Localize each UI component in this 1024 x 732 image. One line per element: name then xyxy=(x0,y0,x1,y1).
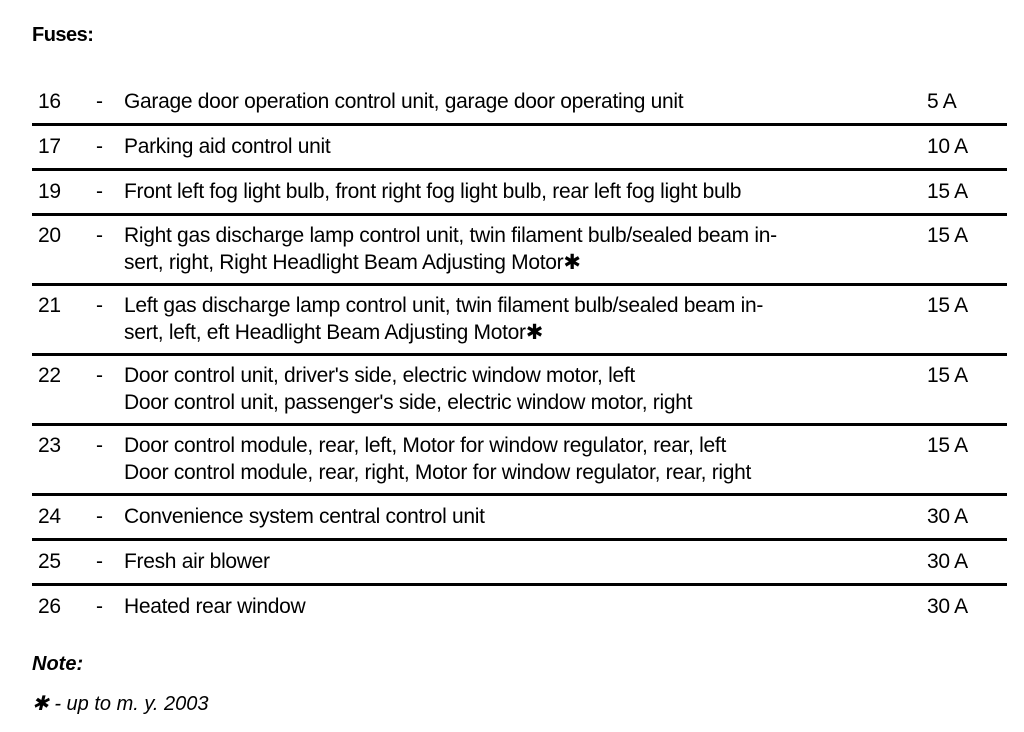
fuse-description: Convenience system central control unit xyxy=(124,505,485,528)
fuse-row xyxy=(32,356,1007,426)
fuse-amperage: 15 A xyxy=(927,434,968,457)
separator: - xyxy=(96,180,103,203)
fuse-amperage: 30 A xyxy=(927,595,968,618)
fuse-description: Fresh air blower xyxy=(124,550,270,573)
separator: - xyxy=(96,90,103,113)
fuse-number: 26 xyxy=(38,595,61,618)
fuse-row xyxy=(32,171,1007,216)
separator: - xyxy=(96,294,103,317)
separator: - xyxy=(96,550,103,573)
fuse-amperage: 5 A xyxy=(927,90,957,113)
fuse-description: Heated rear window xyxy=(124,595,306,618)
fuse-row xyxy=(32,426,1007,496)
fuse-number: 17 xyxy=(38,135,61,158)
fuse-row xyxy=(32,216,1007,286)
fuse-amperage: 15 A xyxy=(927,364,968,387)
fuse-description: Door control unit, driver's side, electric window motor, left Door control unit, passenger's side, electric window motor, right xyxy=(124,364,693,414)
fuse-amperage: 30 A xyxy=(927,505,968,528)
fuse-amperage: 30 A xyxy=(927,550,968,573)
fuse-description: Door control module, rear, left, Motor for window regulator, rear, left Door control module, rear, right, Motor for window regulator, rear, right xyxy=(124,434,752,484)
fuse-number: 24 xyxy=(38,505,61,528)
fuse-amperage: 10 A xyxy=(927,135,968,158)
fuse-amperage: 15 A xyxy=(927,294,968,317)
fuse-row xyxy=(32,126,1007,171)
fuse-number: 16 xyxy=(38,90,61,113)
note-title: Note: xyxy=(32,653,84,675)
separator: - xyxy=(96,364,103,387)
fuse-description: Right gas discharge lamp control unit, twin filament bulb/sealed beam in- sert, right, Right Headlight Beam Adjusting Motor✱ xyxy=(124,224,777,274)
fuse-amperage: 15 A xyxy=(927,180,968,203)
fuse-description: Left gas discharge lamp control unit, twin filament bulb/sealed beam in- sert, left, eft Headlight Beam Adjusting Motor✱ xyxy=(124,294,764,344)
fuse-number: 22 xyxy=(38,364,61,387)
fuse-row xyxy=(32,541,1007,586)
note-text: ✱ - up to m. y. 2003 xyxy=(32,693,209,715)
fuse-number: 20 xyxy=(38,224,61,247)
separator: - xyxy=(96,505,103,528)
fuse-row xyxy=(32,586,1007,628)
fuse-description: Front left fog light bulb, front right fog light bulb, rear left fog light bulb xyxy=(124,180,742,203)
separator: - xyxy=(96,434,103,457)
separator: - xyxy=(96,595,103,618)
fuse-number: 21 xyxy=(38,294,61,317)
fuse-amperage: 15 A xyxy=(927,224,968,247)
fuse-number: 23 xyxy=(38,434,61,457)
separator: - xyxy=(96,135,103,158)
fuse-row xyxy=(32,286,1007,356)
fuse-row xyxy=(32,496,1007,541)
fuse-description: Parking aid control unit xyxy=(124,135,331,158)
section-heading: Fuses: xyxy=(32,24,94,46)
fuse-table xyxy=(32,81,1007,628)
separator: - xyxy=(96,224,103,247)
fuse-number: 19 xyxy=(38,180,61,203)
fuse-row xyxy=(32,81,1007,126)
fuse-number: 25 xyxy=(38,550,61,573)
fuse-description: Garage door operation control unit, garage door operating unit xyxy=(124,90,684,113)
